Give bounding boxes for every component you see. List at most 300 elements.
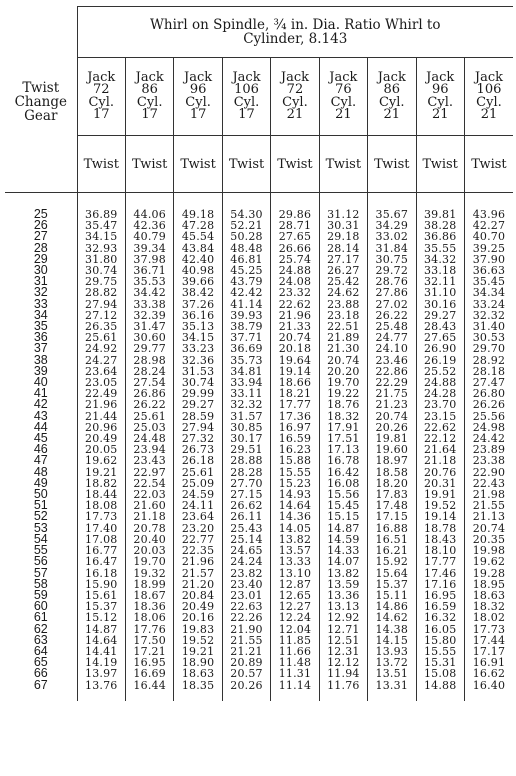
twist-value-cell: 13.82	[319, 568, 367, 579]
twist-value-cell: 22.62	[271, 299, 319, 310]
twist-value-cell: 21.55	[222, 635, 270, 646]
column-header-line: Cyl.	[233, 94, 260, 110]
column-header-line: Cyl.	[378, 94, 405, 110]
twist-value-cell: 26.27	[319, 265, 367, 276]
twist-value-cell: 26.35	[77, 321, 125, 332]
twist-value-cell: 16.59	[416, 601, 464, 612]
twist-value-cell: 29.75	[77, 276, 125, 287]
twist-value-cell: 25.61	[125, 411, 173, 422]
twist-value-cell: 27.94	[174, 422, 222, 433]
twist-value-cell: 17.08	[77, 534, 125, 545]
twist-value-cell: 32.32	[464, 310, 513, 321]
twist-value-cell: 35.67	[368, 209, 416, 220]
table-header	[5, 7, 513, 193]
twist-value-cell: 19.28	[464, 568, 513, 579]
gear-cell: 57	[33, 565, 48, 580]
twist-value-cell: 16.59	[271, 433, 319, 444]
twist-value-cell: 17.40	[77, 523, 125, 534]
twist-value-cell: 12.24	[271, 612, 319, 623]
twist-value-cell: 28.76	[368, 276, 416, 287]
twist-value-cell: 30.31	[319, 220, 367, 231]
twist-value-cell: 21.96	[174, 556, 222, 567]
twist-value-cell: 22.77	[174, 534, 222, 545]
gear-cell: 60	[33, 599, 48, 614]
twist-value-cell: 21.89	[319, 332, 367, 343]
twist-value-cell: 25.74	[271, 254, 319, 265]
twist-value-cell: 15.37	[368, 579, 416, 590]
twist-value-cell: 17.91	[319, 422, 367, 433]
gear-cell: 48	[33, 464, 48, 479]
twist-value-cell: 17.73	[77, 511, 125, 522]
twist-value-cell: 11.14	[271, 680, 319, 691]
twist-value-cell: 22.49	[77, 388, 125, 399]
twist-value-cell: 27.65	[271, 231, 319, 242]
twist-value-cell: 17.44	[464, 635, 513, 646]
gear-cell: 52	[33, 509, 48, 524]
twist-value-cell: 31.12	[319, 209, 367, 220]
twist-value-cell: 18.58	[368, 467, 416, 478]
column-header-line: 76	[335, 82, 352, 97]
jack-column-header	[125, 58, 173, 136]
banner-line-1: Whirl on Spindle, ¾ in. Dia. Ratio Whirl to	[150, 17, 441, 33]
twist-label: Twist	[125, 136, 173, 193]
twist-value-cell: 45.54	[174, 231, 222, 242]
twist-value-cell: 27.70	[222, 478, 270, 489]
twist-value-cell: 22.12	[416, 433, 464, 444]
twist-value-cell: 15.45	[319, 500, 367, 511]
twist-value-cell: 24.59	[174, 489, 222, 500]
twist-value-cell: 18.08	[77, 500, 125, 511]
twist-value-cell: 29.27	[174, 399, 222, 410]
column-header-line: Cyl.	[427, 94, 453, 110]
gear-cell: 65	[33, 655, 48, 670]
table-row	[5, 668, 513, 679]
twist-value-cell: 14.19	[77, 657, 125, 668]
twist-value-cell: 22.86	[368, 366, 416, 377]
twist-value-cell: 26.62	[222, 500, 270, 511]
twist-value-cell: 20.74	[271, 332, 319, 343]
twist-value-cell: 34.15	[77, 231, 125, 242]
twist-value-cell: 12.04	[271, 624, 319, 635]
twist-value-cell: 22.54	[125, 478, 173, 489]
twist-value-cell: 25.61	[174, 467, 222, 478]
twist-value-cell: 21.60	[125, 500, 173, 511]
twist-value-cell: 33.02	[368, 231, 416, 242]
twist-value-cell: 28.88	[222, 455, 270, 466]
twist-value-cell: 50.28	[222, 231, 270, 242]
twist-value-cell: 37.90	[464, 254, 513, 265]
twist-value-cell: 18.99	[125, 579, 173, 590]
gear-cell: 59	[33, 587, 48, 602]
twist-value-cell: 22.35	[174, 545, 222, 556]
twist-value-cell: 30.74	[174, 377, 222, 388]
twist-value-cell: 16.21	[368, 545, 416, 556]
twist-value-cell: 16.47	[77, 556, 125, 567]
twist-value-cell: 28.14	[319, 243, 367, 254]
column-header-line: 17	[92, 107, 110, 122]
column-header-line: 21	[383, 107, 401, 122]
twist-value-cell: 42.27	[464, 220, 513, 231]
table-row	[5, 287, 513, 298]
twist-value-cell: 27.65	[416, 332, 464, 343]
twist-value-cell: 21.20	[174, 579, 222, 590]
twist-value-cell: 31.57	[222, 411, 270, 422]
gear-cell: 44	[33, 419, 48, 434]
twist-value-cell: 28.92	[464, 355, 513, 366]
twist-value-cell: 40.70	[464, 231, 513, 242]
spacer-row	[5, 193, 513, 210]
gear-cell: 62	[33, 621, 48, 636]
twist-value-cell: 22.62	[416, 422, 464, 433]
twist-value-cell: 30.60	[125, 332, 173, 343]
twist-value-cell: 26.26	[464, 399, 513, 410]
twist-value-cell: 20.74	[319, 355, 367, 366]
twist-value-cell: 39.34	[125, 243, 173, 254]
gear-cell: 36	[33, 330, 48, 345]
twist-value-cell: 11.66	[271, 646, 319, 657]
twist-value-cell: 24.65	[222, 545, 270, 556]
twist-value-cell: 17.16	[416, 579, 464, 590]
twist-value-cell: 30.75	[368, 254, 416, 265]
twist-value-cell: 15.80	[416, 635, 464, 646]
table-row	[5, 399, 513, 410]
column-header-line: Jack	[135, 69, 164, 85]
twist-value-cell: 34.29	[368, 220, 416, 231]
twist-value-cell: 18.02	[464, 612, 513, 623]
twist-value-cell: 18.44	[77, 489, 125, 500]
twist-value-cell: 27.86	[368, 287, 416, 298]
twist-value-cell: 39.25	[464, 243, 513, 254]
twist-value-cell: 39.81	[416, 209, 464, 220]
twist-value-cell: 19.70	[125, 556, 173, 567]
twist-value-cell: 14.64	[271, 500, 319, 511]
twist-value-cell: 21.96	[271, 310, 319, 321]
gear-cell: 58	[33, 576, 48, 591]
twist-value-cell: 40.98	[174, 265, 222, 276]
twist-value-cell: 12.27	[271, 601, 319, 612]
twist-value-cell: 19.14	[271, 366, 319, 377]
twist-value-cell: 19.21	[174, 646, 222, 657]
twist-value-cell: 18.10	[416, 545, 464, 556]
gear-cell: 38	[33, 352, 48, 367]
column-header-line: Cyl.	[282, 94, 308, 110]
gear-cell: 61	[33, 610, 48, 625]
twist-value-cell: 20.18	[271, 343, 319, 354]
twist-value-cell: 14.59	[319, 534, 367, 545]
column-header-line: Cyl.	[136, 94, 163, 110]
twist-value-cell: 17.83	[368, 489, 416, 500]
twist-value-cell: 14.15	[368, 635, 416, 646]
twist-value-cell: 19.91	[416, 489, 464, 500]
twist-value-cell: 16.91	[464, 657, 513, 668]
twist-value-cell: 23.64	[174, 511, 222, 522]
twist-value-cell: 13.97	[77, 668, 125, 679]
twist-value-cell: 33.94	[222, 377, 270, 388]
banner-line-2: Cylinder, 8.143	[243, 31, 348, 47]
twist-value-cell: 26.66	[271, 243, 319, 254]
twist-value-cell: 16.88	[368, 523, 416, 534]
gear-cell: 64	[33, 643, 48, 658]
twist-value-cell: 52.21	[222, 220, 270, 231]
twist-value-cell: 37.26	[174, 299, 222, 310]
twist-value-cell: 31.40	[464, 321, 513, 332]
twist-value-cell: 26.22	[368, 310, 416, 321]
twist-value-cell: 16.69	[125, 668, 173, 679]
twist-value-cell: 22.03	[125, 489, 173, 500]
twist-value-cell: 23.89	[464, 444, 513, 455]
twist-value-cell: 21.96	[77, 399, 125, 410]
twist-value-cell: 20.16	[174, 612, 222, 623]
twist-value-cell: 21.90	[222, 624, 270, 635]
twist-value-cell: 27.32	[174, 433, 222, 444]
twist-value-cell: 23.43	[125, 455, 173, 466]
twist-value-cell: 43.84	[174, 243, 222, 254]
twist-value-cell: 45.25	[222, 265, 270, 276]
twist-value-cell: 14.38	[368, 624, 416, 635]
jack-column-header	[319, 58, 367, 136]
twist-value-cell: 26.11	[222, 511, 270, 522]
twist-value-cell: 23.15	[416, 411, 464, 422]
twist-value-cell: 14.33	[319, 545, 367, 556]
twist-value-cell: 39.93	[222, 310, 270, 321]
column-header-line: Cyl.	[88, 94, 115, 110]
twist-value-cell: 16.42	[319, 467, 367, 478]
twist-value-cell: 49.18	[174, 209, 222, 220]
twist-value-cell: 34.81	[222, 366, 270, 377]
jack-column-header	[174, 58, 222, 136]
twist-value-cell: 16.40	[464, 680, 513, 691]
table-row	[5, 231, 513, 242]
twist-value-cell: 12.92	[319, 612, 367, 623]
twist-value-cell: 36.69	[222, 343, 270, 354]
twist-value-cell: 21.21	[222, 646, 270, 657]
jack-column-header	[77, 58, 125, 136]
twist-value-cell: 23.32	[271, 287, 319, 298]
twist-value-cell: 15.55	[416, 646, 464, 657]
gear-cell: 32	[33, 285, 48, 300]
twist-value-cell: 12.71	[319, 624, 367, 635]
twist-value-cell: 18.63	[174, 668, 222, 679]
table-body	[5, 192, 513, 701]
column-header-line: 106	[476, 82, 502, 97]
twist-value-cell: 22.29	[368, 377, 416, 388]
twist-value-cell: 15.15	[319, 511, 367, 522]
gear-label-line: Gear	[24, 108, 58, 125]
twist-value-cell: 21.18	[125, 511, 173, 522]
twist-value-cell: 15.12	[77, 612, 125, 623]
column-header-line: 17	[141, 107, 158, 122]
twist-value-cell: 25.14	[222, 534, 270, 545]
twist-value-cell: 14.87	[319, 523, 367, 534]
twist-value-cell: 17.36	[271, 411, 319, 422]
twist-value-cell: 18.43	[416, 534, 464, 545]
twist-value-cell: 25.03	[125, 422, 173, 433]
twist-value-cell: 31.10	[416, 287, 464, 298]
twist-value-cell: 19.22	[319, 388, 367, 399]
twist-value-cell: 18.63	[464, 590, 513, 601]
column-header-line: 21	[480, 107, 498, 122]
twist-value-cell: 29.18	[319, 231, 367, 242]
twist-value-cell: 34.34	[464, 287, 513, 298]
gear-cell: 67	[33, 677, 48, 692]
twist-value-cell: 27.17	[319, 254, 367, 265]
twist-value-cell: 16.32	[416, 612, 464, 623]
twist-value-cell: 33.23	[174, 343, 222, 354]
gear-cell: 34	[33, 307, 48, 322]
twist-value-cell: 47.28	[174, 220, 222, 231]
twist-value-cell: 27.02	[368, 299, 416, 310]
twist-value-cell: 17.17	[464, 646, 513, 657]
twist-value-cell: 35.55	[416, 243, 464, 254]
column-header-line: 21	[286, 107, 304, 122]
twist-table	[5, 6, 513, 701]
twist-value-cell: 33.11	[222, 388, 270, 399]
column-header-line: 21	[431, 107, 449, 122]
twist-value-cell: 25.43	[222, 523, 270, 534]
column-header-line: 96	[431, 82, 449, 97]
twist-value-cell: 12.12	[319, 657, 367, 668]
gear-cell: 49	[33, 475, 48, 490]
twist-value-cell: 16.95	[125, 657, 173, 668]
twist-value-cell: 16.51	[368, 534, 416, 545]
twist-value-cell: 19.70	[319, 377, 367, 388]
twist-value-cell: 11.31	[271, 668, 319, 679]
twist-value-cell: 24.08	[271, 276, 319, 287]
twist-value-cell: 18.20	[368, 478, 416, 489]
twist-value-cell: 13.10	[271, 568, 319, 579]
twist-value-cell: 26.19	[416, 355, 464, 366]
twist-value-cell: 16.18	[77, 568, 125, 579]
twist-value-cell: 42.40	[174, 254, 222, 265]
twist-value-cell: 19.32	[125, 568, 173, 579]
twist-value-cell: 15.56	[319, 489, 367, 500]
column-header-line: Jack	[232, 69, 261, 85]
gear-cell: 39	[33, 363, 48, 378]
twist-value-cell: 35.73	[222, 355, 270, 366]
twist-value-cell: 20.74	[464, 523, 513, 534]
twist-value-cell: 28.71	[271, 220, 319, 231]
gear-cell: 54	[33, 531, 48, 546]
twist-value-cell: 21.64	[416, 444, 464, 455]
twist-value-cell: 38.79	[222, 321, 270, 332]
column-header-line: Jack	[184, 69, 213, 85]
gear-cell: 46	[33, 442, 48, 457]
twist-value-cell: 17.76	[125, 624, 173, 635]
twist-value-cell: 14.41	[77, 646, 125, 657]
twist-value-cell: 15.11	[368, 590, 416, 601]
twist-value-cell: 30.74	[77, 265, 125, 276]
twist-value-cell: 15.61	[77, 590, 125, 601]
twist-value-cell: 28.98	[125, 355, 173, 366]
twist-value-cell: 54.30	[222, 209, 270, 220]
table-row	[5, 612, 513, 623]
twist-value-cell: 13.57	[271, 545, 319, 556]
twist-value-cell: 31.53	[174, 366, 222, 377]
table-row	[5, 343, 513, 354]
twist-value-cell: 20.78	[125, 523, 173, 534]
twist-value-cell: 18.36	[125, 601, 173, 612]
twist-value-cell: 17.48	[368, 500, 416, 511]
twist-value-cell: 19.52	[416, 500, 464, 511]
twist-value-cell: 13.82	[271, 534, 319, 545]
twist-value-cell: 14.07	[319, 556, 367, 567]
twist-value-cell: 15.31	[416, 657, 464, 668]
twist-value-cell: 11.94	[319, 668, 367, 679]
twist-value-cell: 17.51	[319, 433, 367, 444]
twist-value-cell: 29.70	[464, 343, 513, 354]
gear-cell: 63	[33, 632, 48, 647]
twist-value-cell: 21.30	[319, 343, 367, 354]
gear-cell: 25	[33, 207, 48, 221]
twist-value-cell: 12.87	[271, 579, 319, 590]
twist-value-cell: 35.45	[464, 276, 513, 287]
twist-value-cell: 14.36	[271, 511, 319, 522]
twist-value-cell: 16.78	[319, 455, 367, 466]
twist-value-cell: 19.14	[416, 511, 464, 522]
twist-value-cell: 21.13	[464, 511, 513, 522]
twist-value-cell: 13.51	[368, 668, 416, 679]
column-header-line: 17	[238, 107, 255, 122]
twist-value-cell: 18.66	[271, 377, 319, 388]
column-header-line: Jack	[280, 69, 309, 85]
jack-column-header	[464, 58, 513, 136]
column-header-line: 86	[383, 82, 401, 97]
twist-value-cell: 35.47	[77, 220, 125, 231]
gear-cell: 41	[33, 386, 48, 401]
twist-value-cell: 12.31	[319, 646, 367, 657]
gear-cell: 26	[33, 218, 48, 233]
twist-value-cell: 18.78	[416, 523, 464, 534]
twist-value-cell: 17.46	[416, 568, 464, 579]
twist-value-cell: 36.86	[416, 231, 464, 242]
twist-value-cell: 21.98	[464, 489, 513, 500]
twist-value-cell: 20.03	[125, 545, 173, 556]
twist-value-cell: 13.72	[368, 657, 416, 668]
twist-value-cell: 21.75	[368, 388, 416, 399]
twist-value-cell: 16.62	[464, 668, 513, 679]
twist-value-cell: 11.85	[271, 635, 319, 646]
twist-value-cell: 43.96	[464, 209, 513, 220]
twist-value-cell: 18.95	[464, 579, 513, 590]
twist-value-cell: 18.82	[77, 478, 125, 489]
twist-value-cell: 22.43	[464, 478, 513, 489]
table-row	[5, 556, 513, 567]
gear-cell: 55	[33, 543, 48, 558]
gear-cell: 33	[33, 296, 48, 311]
twist-value-cell: 19.64	[271, 355, 319, 366]
twist-value-cell: 22.63	[222, 601, 270, 612]
twist-value-cell: 17.50	[125, 635, 173, 646]
twist-value-cell: 18.21	[271, 388, 319, 399]
twist-value-cell: 20.49	[174, 601, 222, 612]
twist-value-cell: 25.09	[174, 478, 222, 489]
twist-value-cell: 23.46	[368, 355, 416, 366]
twist-value-cell: 24.92	[77, 343, 125, 354]
twist-value-cell: 25.56	[464, 411, 513, 422]
twist-value-cell: 21.44	[77, 411, 125, 422]
gear-cell: 50	[33, 487, 48, 502]
twist-value-cell: 38.42	[174, 287, 222, 298]
twist-value-cell: 27.94	[77, 299, 125, 310]
twist-value-cell: 26.86	[125, 388, 173, 399]
twist-value-cell: 32.36	[174, 355, 222, 366]
twist-value-cell: 20.35	[464, 534, 513, 545]
twist-value-cell: 21.18	[416, 455, 464, 466]
twist-value-cell: 30.53	[464, 332, 513, 343]
column-header-line: Jack	[87, 69, 116, 85]
twist-value-cell: 41.14	[222, 299, 270, 310]
twist-value-cell: 22.51	[319, 321, 367, 332]
